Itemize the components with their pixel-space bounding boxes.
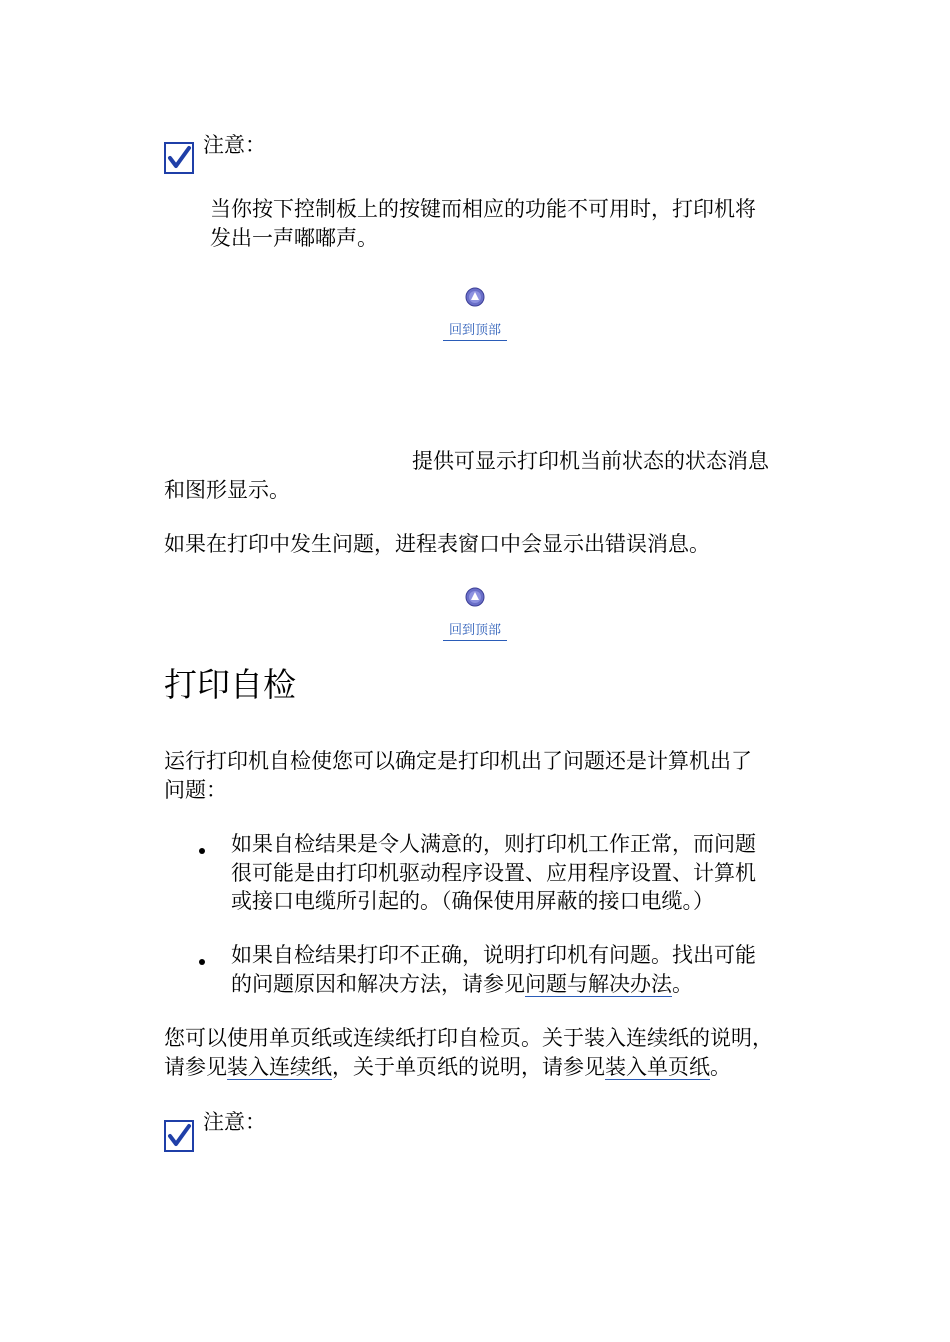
section-heading: 打印自检 [164, 665, 296, 704]
up-arrow-icon[interactable] [465, 287, 485, 307]
load-continuous-paper-link[interactable]: 装入连续纸 [227, 1055, 332, 1079]
note-check-icon [164, 142, 194, 174]
up-arrow-icon[interactable] [465, 587, 485, 607]
bullet-2-punct: 。 [672, 972, 693, 996]
intro-line-1: 运行打印机自检使您可以确定是打印机出了问题还是计算机出了 [164, 749, 752, 773]
note-body-line-1: 当你按下控制板上的按键而相应的功能不可用时，打印机将 [210, 197, 756, 221]
intro-line-2: 问题： [164, 778, 227, 802]
troubleshooting-link[interactable]: 问题与解决办法 [525, 972, 672, 996]
bullet-2-text: 的问题原因和解决方法，请参见 [231, 972, 525, 996]
bullet-2-line-1: 如果自检结果打印不正确，说明打印机有问题。找出可能 [231, 943, 756, 967]
paper-para-text: ，关于单页纸的说明，请参见 [332, 1055, 605, 1079]
note-check-icon [164, 1120, 194, 1152]
back-to-top-label[interactable]: 回到顶部 [443, 323, 507, 341]
note-body-line-2: 发出一声嘟嘟声。 [210, 226, 378, 250]
note-label: 注意： [203, 1110, 266, 1134]
back-to-top-link[interactable] [435, 287, 515, 341]
paper-para-punct: 。 [710, 1055, 731, 1079]
paper-para-line-1: 您可以使用单页纸或连续纸打印自检页。关于装入连续纸的说明， [164, 1026, 773, 1050]
list-bullet [199, 848, 205, 854]
paper-para-text: 请参见 [164, 1055, 227, 1079]
list-bullet [199, 959, 205, 965]
bullet-1-line-2: 很可能是由打印机驱动程序设置、应用程序设置、计算机 [231, 861, 756, 885]
bullet-2-line-2 [231, 969, 693, 999]
back-to-top-label[interactable]: 回到顶部 [443, 623, 507, 641]
paper-para-line-2 [164, 1052, 731, 1082]
status-text-line-2: 和图形显示。 [164, 478, 290, 502]
note-label: 注意： [203, 133, 266, 157]
status-text-line-1: 提供可显示打印机当前状态的状态消息 [412, 449, 769, 473]
back-to-top-link[interactable] [435, 587, 515, 641]
load-single-sheet-link[interactable]: 装入单页纸 [605, 1055, 710, 1079]
bullet-1-line-1: 如果自检结果是令人满意的，则打印机工作正常，而问题 [231, 832, 756, 856]
bullet-1-line-3: 或接口电缆所引起的。（确保使用屏蔽的接口电缆。） [231, 889, 714, 913]
status-text-para-2: 如果在打印中发生问题，进程表窗口中会显示出错误消息。 [164, 532, 710, 556]
